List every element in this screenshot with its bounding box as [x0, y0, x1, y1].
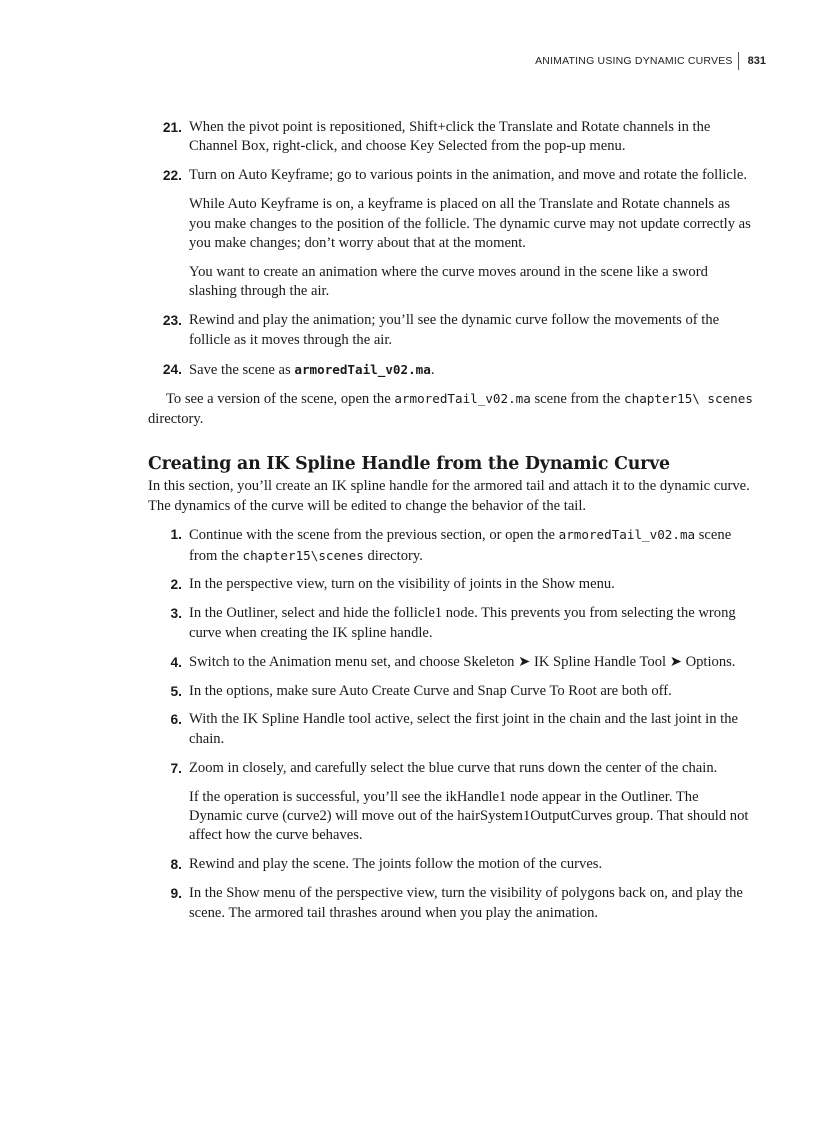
step-number: 3.	[170, 606, 182, 622]
steps-list-continued	[148, 118, 754, 380]
step-body	[189, 604, 754, 643]
step-body	[189, 360, 754, 380]
list-item	[148, 311, 754, 350]
text-run: Rewind and play the animation; you’ll see the dynamic curve follow the movements of the follicle as it moves through the air.	[189, 312, 720, 348]
step-number-col	[148, 311, 189, 350]
text-run: Turn on Auto Keyframe; go to various points in the animation, and move and rotate the follicle.	[189, 167, 747, 184]
list-item	[148, 118, 754, 157]
text-run: With the IK Spline Handle tool active, select the first joint in the chain and the last joint in the chain.	[189, 711, 738, 747]
step-number: 1.	[170, 527, 182, 543]
list-item	[148, 884, 754, 923]
step-body	[189, 682, 754, 701]
text-run: directory.	[363, 547, 423, 564]
page-number: 831	[747, 55, 766, 67]
step-body	[189, 118, 754, 157]
text-run: .	[430, 361, 435, 378]
list-item	[148, 682, 754, 701]
list-item	[148, 525, 754, 566]
step-number-col	[148, 710, 189, 749]
list-item	[148, 653, 754, 672]
code-text: armoredTail_v02.ma	[294, 361, 431, 377]
step-text	[189, 682, 754, 701]
code-text: armoredTail_v02.ma	[394, 391, 531, 407]
step-followup-paragraph: While Auto Keyframe is on, a keyframe is placed on all the Translate and Rotate channels as you make changes to the position of the follicle. The dynamic curve may not update correctly as you make changes; don’t worry about that at the moment.	[189, 196, 751, 252]
step-body	[189, 525, 754, 566]
text-run: Rewind and play the scene. The joints follow the motion of the curves.	[189, 856, 603, 873]
list-item	[148, 759, 754, 846]
code-text: chapter15\scenes	[242, 547, 364, 563]
step-body	[189, 166, 754, 301]
step-text	[189, 759, 754, 778]
step-number: 5.	[170, 683, 182, 699]
list-item	[148, 855, 754, 874]
text-run: Zoom in closely, and carefully select the blue curve that runs down the center of the chain.	[189, 759, 718, 776]
step-text	[189, 360, 754, 380]
step-text	[189, 855, 754, 874]
step-body	[189, 759, 754, 846]
code-text: armoredTail_v02.ma	[558, 527, 696, 543]
step-number: 23.	[162, 313, 182, 329]
running-header-title: ANIMATING USING DYNAMIC CURVES	[535, 55, 733, 67]
step-number-col	[148, 653, 189, 672]
step-number: 24.	[162, 361, 182, 377]
running-header	[535, 52, 766, 70]
step-number-col	[148, 682, 189, 701]
step-text	[189, 604, 754, 643]
step-text	[189, 884, 754, 923]
text-run: In the Outliner, select and hide the follicle1 node. This prevents you from selecting the wrong curve when creating the IK spline handle.	[189, 605, 736, 641]
step-followup-paragraph: You want to create an animation where the curve moves around in the scene like a sword slashing through the air.	[189, 263, 708, 300]
step-number: 8.	[170, 857, 182, 873]
text-run: scene from the	[189, 527, 732, 564]
step-text	[189, 575, 754, 594]
step-number: 6.	[170, 712, 182, 728]
text-run: Save the scene as	[189, 361, 295, 378]
step-number: 7.	[170, 760, 182, 776]
list-item	[148, 710, 754, 749]
list-item	[148, 360, 754, 380]
text-run: directory.	[148, 410, 204, 427]
step-number-col	[148, 575, 189, 594]
step-number: 2.	[170, 577, 182, 593]
header-divider	[738, 52, 739, 70]
step-number-col	[148, 604, 189, 643]
step-number: 21.	[162, 120, 182, 135]
step-number-col	[148, 166, 189, 301]
step-text	[189, 166, 754, 185]
step-number-col	[148, 884, 189, 923]
list-item	[148, 604, 754, 643]
step-text	[189, 710, 754, 749]
step-body	[189, 575, 754, 594]
step-body	[189, 311, 754, 350]
step-number-col	[148, 759, 189, 846]
page-body	[148, 118, 754, 933]
step-number: 9.	[170, 886, 182, 902]
section-heading: Creating an IK Spline Handle from the Dynamic Curve	[148, 454, 670, 475]
step-text	[189, 311, 754, 350]
text-run: When the pivot point is repositioned, Shift+click the Translate and Rotate channels in the Channel Box, right-click, and choose Key Selected from the pop-up menu.	[189, 119, 711, 155]
code-text: chapter15\ scenes	[624, 391, 753, 407]
step-followup-paragraph: If the operation is successful, you’ll see the ikHandle1 node appear in the Outliner. The Dynamic curve (curve2) will move out of the hairSystem1OutputCurves group. That should not affect how the curve behaves.	[189, 788, 749, 844]
note-paragraph	[148, 389, 754, 429]
step-text	[189, 525, 754, 566]
text-run: In the options, make sure Auto Create Curve and Snap Curve To Root are both off.	[189, 682, 672, 699]
step-number-col	[148, 360, 189, 380]
text-run: Continue with the scene from the previous section, or open the	[189, 527, 559, 544]
text-run: scene from the	[530, 391, 625, 408]
step-number-col	[148, 855, 189, 874]
section-intro: In this section, you’ll create an IK spline handle for the armored tail and attach it to the dynamic curve. The dynamics of the curve will be edited to change the behavior of the tail.	[148, 478, 750, 514]
text-run: Switch to the Animation menu set, and choose Skeleton ➤ IK Spline Handle Tool ➤ Options.	[189, 653, 736, 670]
list-item	[148, 575, 754, 594]
step-number: 4.	[170, 654, 182, 670]
text-run: In the perspective view, turn on the visibility of joints in the Show menu.	[189, 576, 615, 593]
text-run: To see a version of the scene, open the	[166, 391, 395, 408]
step-number: 22.	[162, 168, 182, 184]
step-body	[189, 710, 754, 749]
step-body	[189, 855, 754, 874]
step-text	[189, 118, 754, 157]
step-number-col	[148, 525, 189, 566]
steps-list	[148, 525, 754, 923]
step-number-col	[148, 118, 189, 157]
step-body	[189, 653, 754, 672]
list-item	[148, 166, 754, 301]
text-run: In the Show menu of the perspective view, turn the visibility of polygons back on, and play the scene. The armored tail thrashes around when you play the animation.	[189, 885, 743, 921]
step-text	[189, 653, 754, 672]
step-body	[189, 884, 754, 923]
